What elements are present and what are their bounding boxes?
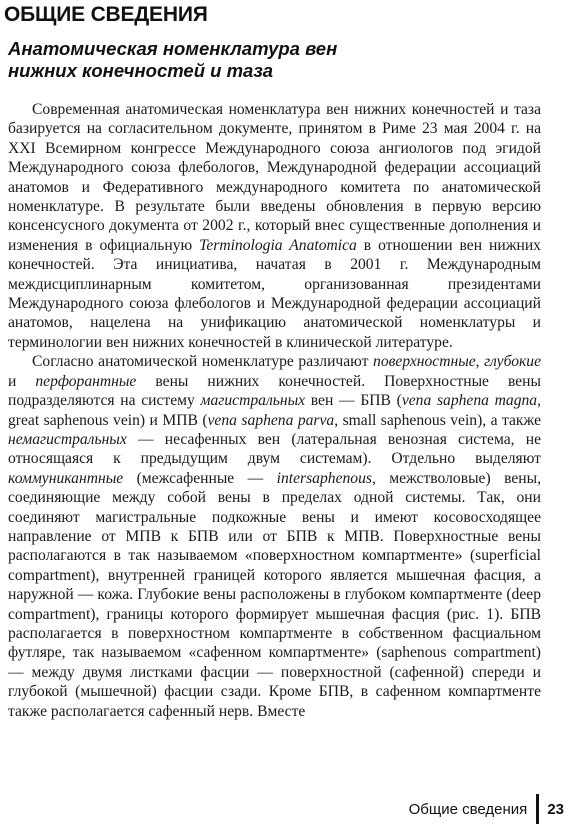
running-footer-title: Общие сведения [408, 800, 528, 818]
p2-term-deep: глубокие [484, 353, 542, 371]
p1-term-terminologia: Terminologia Anatomica [199, 236, 357, 254]
p2-text-o: — несафенных вен (латеральная венозная система, не относящаяся к предыдущим двум системам). Отдельно выделяют [8, 430, 541, 468]
p2-term-perforant: перфорантные [35, 372, 137, 390]
p2-term-vsp: vena saphena parva [207, 411, 335, 429]
p1-text-c: в отношении вен нижних конечностей. Эта инициатива, начатая в 2001 г. Международным междисциплинарным комитетом, организованная президентами Международного союза флебологов и Международной федерации ассоциаций анатомов, нацелена на унификацию анатомической номенклатуры и терминологии вен нижних конечностей в клинической литературе. [8, 236, 541, 351]
section-title-line2: нижних конечностей и таза [8, 60, 274, 81]
p2-text-q: (межсафенные — [123, 469, 277, 487]
p2-text-a: Согласно анатомической номенклатуре различают [32, 353, 374, 371]
p2-term-communicant: коммуникантные [8, 469, 124, 487]
body-text [8, 100, 541, 721]
p2-term-trunk: магистральных [200, 392, 306, 410]
p2-term-superficial: поверхностные [373, 353, 476, 371]
page-number: 23 [547, 800, 564, 818]
section-title-line1: Анатомическая номенклатура вен [8, 38, 338, 59]
p2-text-c: , [475, 353, 485, 371]
p1-text-a: Современная анатомическая номенклатура вен нижних конечностей и таза базируется на согласительном документе, принятом в Риме 23 мая 2004 г. на XXI Всемирном конгрессе Международного союза ангиологов под эгидой Международного союза флебологов, Международной федерации ассоциаций анатомов и Федеративного международного комитета по анатомической номенклатуре. В результате были введены обновления в первую версию консенсусного документа от 2002 г., который внес существенные дополнения и изменения в официальную [8, 101, 541, 254]
paragraph-1 [8, 100, 541, 352]
page-footer [409, 794, 564, 824]
p2-term-nontrunk: немагистральных [8, 430, 127, 448]
p2-term-vsm: vena saphena magna [401, 392, 538, 410]
paragraph-2 [8, 352, 541, 721]
section-title [8, 38, 548, 82]
p2-term-intersaphenous: intersaphenous [276, 469, 372, 487]
p2-text-k: , great saphenous vein) и МПВ ( [8, 392, 541, 429]
p2-text-m: , small saphenous vein), а также [334, 411, 541, 429]
chapter-title: ОБЩИЕ СВЕДЕНИЯ [4, 3, 208, 26]
p2-text-i: вен — БПВ ( [305, 392, 402, 410]
p2-text-s: , межстволовые) вены, соединяющие между собой вены в пределах одной системы. Так, они соединяют магистральные подкожные вены и имеют косовосходящее направление от МПВ к БПВ или от БПВ к МПВ. Поверхностные вены располагаются в так называемом «поверхностном компартменте» (superficial compartment), внутренней границей которого является мышечная фасция, а наружной — кожа. Глубокие вены расположены в глубоком компартменте (deep compartment), границы которого формирует мышечная фасция (рис. 1). БПВ располагается в поверхностном компартменте в собственном фасциальном футляре, так называемом «сафенном компартменте» (saphenous compartment) — между двумя листками фасции — поверхностной (сафенной) спереди и глубокой (мышечной) фасции сзади. Кроме БПВ, в сафенном компартменте также располагается сафенный нерв. Вместе [8, 469, 541, 720]
p2-text-g: вены нижних конечностей. Поверхностные вены подразделяются на систему [8, 372, 541, 410]
p2-text-e: и [8, 372, 36, 390]
